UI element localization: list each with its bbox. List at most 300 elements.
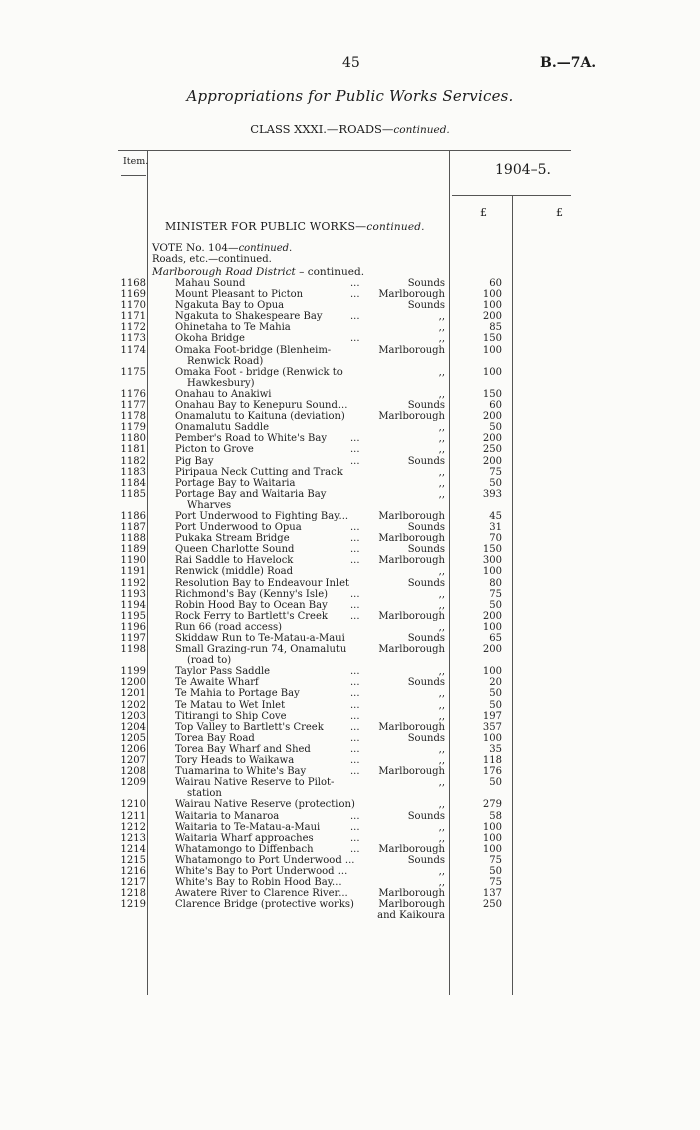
table-row <box>0 589 700 600</box>
item-name <box>175 833 370 844</box>
item-number: 1169 <box>120 289 146 301</box>
leader-dots: ... <box>350 544 360 556</box>
table-row <box>0 700 700 711</box>
leader-dots: ... <box>350 810 360 822</box>
item-name <box>175 566 370 577</box>
table-row <box>0 744 700 755</box>
electorate-line: ,, <box>438 366 445 378</box>
table-row <box>0 333 700 344</box>
item-name-line: Waitaria Wharf approaches <box>175 832 314 844</box>
item-number: 1196 <box>120 621 146 633</box>
electorate-line: Marlborough <box>378 610 445 622</box>
electorate-line: Sounds <box>407 522 445 534</box>
item-number: 1180 <box>120 433 146 445</box>
table-row <box>0 544 700 555</box>
item-name <box>175 777 370 799</box>
item-name-line: Renwick (middle) Road <box>175 566 293 578</box>
item-number: 1204 <box>120 721 146 733</box>
item-name <box>175 633 370 644</box>
electorate <box>372 777 445 788</box>
electorate <box>372 666 445 677</box>
item-number: 1216 <box>120 865 146 877</box>
item-number: 1176 <box>120 388 146 400</box>
electorate-continuation: and Kaikoura <box>377 910 445 922</box>
electorate-line: Sounds <box>407 633 445 644</box>
electorate <box>372 677 445 688</box>
electorate <box>372 644 445 655</box>
electorate-line: ,, <box>438 865 445 877</box>
amount: 176 <box>482 766 502 778</box>
item-name-line: Titirangi to Ship Cove <box>175 710 287 722</box>
electorate-line: Marlborough <box>378 899 445 911</box>
item-name <box>175 300 370 311</box>
item-name <box>175 433 370 444</box>
item-name-line: Richmond's Bay (Kenny's Isle) <box>175 588 329 600</box>
table-row <box>0 511 700 522</box>
leader-dots: ... <box>350 710 360 722</box>
amount: 150 <box>482 544 502 556</box>
item-name <box>175 333 370 344</box>
item-name-line: Taylor Pass Saddle <box>175 666 271 678</box>
item-name-line: Omaka Foot - bridge (Renwick to <box>175 366 343 378</box>
electorate <box>372 899 445 921</box>
item-name <box>175 622 370 633</box>
electorate <box>372 444 445 455</box>
ministry-continued: continued. <box>366 221 425 233</box>
table-row <box>0 611 700 622</box>
item-name <box>175 289 370 300</box>
item-name-line: Onamalutu Saddle <box>175 422 270 434</box>
item-number: 1188 <box>120 533 146 545</box>
electorate <box>372 389 445 400</box>
amount: 100 <box>482 666 502 678</box>
item-name-line: Pember's Road to White's Bay <box>175 433 328 445</box>
table-row <box>0 877 700 888</box>
electorate-line: Marlborough <box>378 843 445 855</box>
item-number: 1194 <box>120 599 146 611</box>
item-name-continuation: Hawkesbury) <box>187 377 255 389</box>
electorate <box>372 700 445 711</box>
item-name <box>175 811 370 822</box>
pound-sign-1: £ <box>480 206 487 219</box>
table-row <box>0 755 700 766</box>
page-reference: B.—7A. <box>540 55 597 71</box>
amount: 150 <box>482 388 502 400</box>
item-name-line: Rai Saddle to Havelock <box>175 555 294 567</box>
table-row <box>0 711 700 722</box>
item-number: 1174 <box>120 344 146 356</box>
item-name <box>175 711 370 722</box>
electorate-line: ,, <box>438 755 445 767</box>
electorate <box>372 278 445 289</box>
item-name-line: Te Mahia to Portage Bay <box>175 688 300 700</box>
amount: 100 <box>482 732 502 744</box>
electorate-line: ,, <box>438 832 445 844</box>
electorate <box>372 566 445 577</box>
amount: 35 <box>489 743 502 755</box>
amount: 100 <box>482 344 502 356</box>
electorate <box>372 611 445 622</box>
table-row <box>0 533 700 544</box>
item-name-line: Tory Heads to Waikawa <box>175 755 295 767</box>
electorate <box>372 511 445 522</box>
amount: 60 <box>489 400 502 412</box>
item-name <box>175 866 370 877</box>
table-row <box>0 322 700 333</box>
table-row <box>0 833 700 844</box>
item-number: 1208 <box>120 766 146 778</box>
electorate <box>372 433 445 444</box>
electorate <box>372 578 445 589</box>
leader-dots: ... <box>350 821 360 833</box>
electorate-line: ,, <box>438 433 445 445</box>
item-name-continuation: Wharves <box>187 499 232 511</box>
table-row <box>0 888 700 899</box>
table-row <box>0 578 700 589</box>
amount: 45 <box>489 510 502 522</box>
class-heading <box>0 122 700 136</box>
table-row <box>0 345 700 367</box>
electorate-line: ,, <box>438 488 445 500</box>
item-number: 1199 <box>120 666 146 678</box>
table-row <box>0 811 700 822</box>
item-name <box>175 899 370 910</box>
item-name <box>175 611 370 622</box>
item-name-continuation: station <box>187 788 222 800</box>
vote-heading <box>152 242 292 254</box>
table-row <box>0 644 700 666</box>
item-name <box>175 311 370 322</box>
leader-dots: ... <box>350 455 360 467</box>
electorate <box>372 811 445 822</box>
amount: 85 <box>489 322 502 334</box>
item-name-line: Onamalutu to Kaituna (deviation) <box>175 411 345 423</box>
item-number: 1182 <box>120 455 146 467</box>
leader-dots: ... <box>350 555 360 567</box>
amount: 100 <box>482 300 502 312</box>
table-row <box>0 444 700 455</box>
item-name-line: Waitaria to Te-Matau-a-Maui <box>175 821 321 833</box>
page-number: 45 <box>342 55 360 71</box>
appropriation-table <box>0 278 700 921</box>
class-heading-continued: continued. <box>393 124 450 136</box>
electorate <box>372 456 445 467</box>
item-number: 1186 <box>120 510 146 522</box>
electorate <box>372 367 445 378</box>
item-name <box>175 600 370 611</box>
item-number: 1191 <box>120 566 146 578</box>
electorate-line: Marlborough <box>378 766 445 778</box>
item-name <box>175 489 370 511</box>
item-name-line: Te Awaite Wharf <box>175 677 259 689</box>
electorate-line: Marlborough <box>378 533 445 545</box>
item-name-line: Top Valley to Bartlett's Creek <box>175 721 324 733</box>
electorate <box>372 733 445 744</box>
leader-dots: ... <box>350 721 360 733</box>
table-row <box>0 478 700 489</box>
district-subheading <box>152 266 364 278</box>
electorate-line: ,, <box>438 777 445 789</box>
electorate <box>372 400 445 411</box>
amount: 75 <box>489 588 502 600</box>
item-name <box>175 322 370 333</box>
vote-name: VOTE No. 104— <box>152 242 239 254</box>
item-number: 1210 <box>120 799 146 811</box>
table-row <box>0 822 700 833</box>
leader-dots: ... <box>350 588 360 600</box>
table-row <box>0 278 700 289</box>
table-row <box>0 489 700 511</box>
item-number: 1181 <box>120 444 146 456</box>
leader-dots: ... <box>350 832 360 844</box>
table-row <box>0 844 700 855</box>
table-row <box>0 389 700 400</box>
electorate <box>372 322 445 333</box>
item-name-line: Onahau to Anakiwi <box>175 388 272 400</box>
item-number: 1170 <box>120 300 146 312</box>
item-name <box>175 555 370 566</box>
table-row <box>0 289 700 300</box>
item-name <box>175 400 370 411</box>
amount: 118 <box>482 755 502 767</box>
leader-dots: ... <box>350 522 360 534</box>
item-name-continuation: Renwick Road) <box>187 355 264 367</box>
table-row <box>0 688 700 699</box>
item-number: 1197 <box>120 633 146 644</box>
item-name <box>175 278 370 289</box>
electorate-line: ,, <box>438 444 445 456</box>
item-number: 1185 <box>120 488 146 500</box>
leader-dots: ... <box>350 843 360 855</box>
electorate <box>372 755 445 766</box>
item-number: 1178 <box>120 411 146 423</box>
electorate-line: Marlborough <box>378 555 445 567</box>
district-continued: – continued. <box>295 266 365 278</box>
amount: 150 <box>482 333 502 345</box>
amount: 60 <box>489 278 502 289</box>
item-name-line: Tuamarina to White's Bay <box>175 766 307 778</box>
item-name <box>175 822 370 833</box>
electorate <box>372 478 445 489</box>
electorate-line: Marlborough <box>378 644 445 656</box>
amount: 279 <box>482 799 502 811</box>
electorate-line: ,, <box>438 322 445 334</box>
amount: 100 <box>482 821 502 833</box>
electorate-line: Sounds <box>407 677 445 689</box>
item-name-line: Pukaka Stream Bridge <box>175 533 290 545</box>
electorate-line: ,, <box>438 388 445 400</box>
electorate <box>372 844 445 855</box>
leader-dots: ... <box>350 311 360 323</box>
item-number: 1168 <box>120 278 146 289</box>
item-name <box>175 855 370 866</box>
item-name <box>175 688 370 699</box>
item-name-line: Port Underwood to Fighting Bay... <box>175 510 349 522</box>
page-title: Appropriations for Public Works Services. <box>186 87 514 105</box>
table-row <box>0 433 700 444</box>
item-name-line: Picton to Grove <box>175 444 254 456</box>
item-name-line: Mahau Sound <box>175 278 246 289</box>
item-name-line: Mount Pleasant to Picton <box>175 289 304 301</box>
item-name <box>175 444 370 455</box>
amount: 80 <box>489 577 502 589</box>
electorate <box>372 688 445 699</box>
item-name <box>175 578 370 589</box>
item-number: 1206 <box>120 743 146 755</box>
table-row <box>0 522 700 533</box>
table-row <box>0 622 700 633</box>
table-row <box>0 866 700 877</box>
item-name-line: Skiddaw Run to Te-Matau-a-Maui <box>175 633 345 644</box>
amount: 50 <box>489 477 502 489</box>
item-number: 1179 <box>120 422 146 434</box>
item-name-line: Robin Hood Bay to Ocean Bay <box>175 599 328 611</box>
amount: 197 <box>482 710 502 722</box>
electorate-line: ,, <box>438 333 445 345</box>
item-name <box>175 744 370 755</box>
electorate-line: ,, <box>438 877 445 889</box>
electorate <box>372 711 445 722</box>
item-name <box>175 456 370 467</box>
leader-dots: ... <box>350 444 360 456</box>
roads-subheading: Roads, etc.—continued. <box>152 254 272 265</box>
amount: 200 <box>482 433 502 445</box>
leader-dots: ... <box>350 433 360 445</box>
item-number: 1189 <box>120 544 146 556</box>
table-row <box>0 400 700 411</box>
item-number: 1205 <box>120 732 146 744</box>
amount: 100 <box>482 366 502 378</box>
leader-dots: ... <box>350 333 360 345</box>
table-top-rule <box>118 150 571 151</box>
electorate-line: ,, <box>438 666 445 678</box>
table-row <box>0 722 700 733</box>
table-row <box>0 467 700 478</box>
item-name-line: Clarence Bridge (protective works) <box>175 899 354 911</box>
item-number: 1211 <box>120 810 146 822</box>
item-number: 1184 <box>120 477 146 489</box>
amount: 200 <box>482 411 502 423</box>
electorate-line: Sounds <box>407 854 445 866</box>
electorate <box>372 555 445 566</box>
amount: 100 <box>482 621 502 633</box>
year-column-header: 1904–5. <box>495 162 551 178</box>
item-number: 1207 <box>120 755 146 767</box>
table-row <box>0 633 700 644</box>
item-name-line: Okoha Bridge <box>175 333 245 345</box>
electorate-line: ,, <box>438 422 445 434</box>
item-name-line: Whatamongo to Port Underwood ... <box>175 854 355 866</box>
leader-dots: ... <box>350 278 360 289</box>
amount: 200 <box>482 311 502 323</box>
amount: 75 <box>489 466 502 478</box>
electorate <box>372 799 445 810</box>
electorate <box>372 533 445 544</box>
electorate <box>372 422 445 433</box>
item-name <box>175 666 370 677</box>
electorate <box>372 877 445 888</box>
item-name-line: White's Bay to Robin Hood Bay... <box>175 877 342 889</box>
item-number: 1193 <box>120 588 146 600</box>
electorate-line: Sounds <box>407 455 445 467</box>
item-name-line: Run 66 (road access) <box>175 621 282 633</box>
district-name: Marlborough Road District <box>152 266 296 278</box>
item-name-continuation: (road to) <box>187 655 232 667</box>
item-number: 1195 <box>120 610 146 622</box>
electorate <box>372 333 445 344</box>
amount: 250 <box>482 899 502 911</box>
item-number: 1202 <box>120 699 146 711</box>
amount: 31 <box>489 522 502 534</box>
item-name-line: Torea Bay Wharf and Shed <box>175 743 311 755</box>
item-name-line: Queen Charlotte Sound <box>175 544 295 556</box>
table-row <box>0 311 700 322</box>
electorate-line: ,, <box>438 743 445 755</box>
leader-dots: ... <box>350 743 360 755</box>
item-name-line: Awatere River to Clarence River... <box>175 888 348 900</box>
item-number: 1214 <box>120 843 146 855</box>
electorate-line: Sounds <box>407 544 445 556</box>
item-name <box>175 844 370 855</box>
item-number: 1187 <box>120 522 146 534</box>
item-name <box>175 345 370 367</box>
table-row <box>0 600 700 611</box>
amount: 300 <box>482 555 502 567</box>
item-name-line: Small Grazing-run 74, Onamalutu <box>175 644 347 656</box>
electorate <box>372 522 445 533</box>
electorate <box>372 622 445 633</box>
amount: 393 <box>482 488 502 500</box>
item-name <box>175 766 370 777</box>
amount: 50 <box>489 777 502 789</box>
electorate-line: ,, <box>438 699 445 711</box>
item-number: 1198 <box>120 644 146 656</box>
pound-sign-2: £ <box>556 206 563 219</box>
item-name-line: Portage Bay to Waitaria <box>175 477 296 489</box>
table-row <box>0 422 700 433</box>
ministry-heading <box>165 220 425 233</box>
leader-dots: ... <box>350 533 360 545</box>
item-number: 1173 <box>120 333 146 345</box>
amount: 100 <box>482 289 502 301</box>
item-name <box>175 478 370 489</box>
leader-dots: ... <box>350 610 360 622</box>
amount: 50 <box>489 599 502 611</box>
item-number: 1171 <box>120 311 146 323</box>
item-name <box>175 677 370 688</box>
electorate-line: Marlborough <box>378 344 445 356</box>
item-name <box>175 522 370 533</box>
electorate <box>372 345 445 356</box>
item-name-line: Pig Bay <box>175 455 214 467</box>
electorate-line: ,, <box>438 710 445 722</box>
item-name <box>175 877 370 888</box>
electorate <box>372 744 445 755</box>
amount: 200 <box>482 644 502 656</box>
electorate-line: Marlborough <box>378 888 445 900</box>
amount: 357 <box>482 721 502 733</box>
vote-continued: continued. <box>238 243 293 254</box>
amount: 20 <box>489 677 502 689</box>
ministry-name: MINISTER FOR PUBLIC WORKS— <box>165 220 367 233</box>
electorate <box>372 833 445 844</box>
electorate-line: ,, <box>438 466 445 478</box>
leader-dots: ... <box>350 732 360 744</box>
electorate-line: Sounds <box>407 300 445 312</box>
amount: 50 <box>489 688 502 700</box>
item-number: 1213 <box>120 832 146 844</box>
item-name <box>175 722 370 733</box>
